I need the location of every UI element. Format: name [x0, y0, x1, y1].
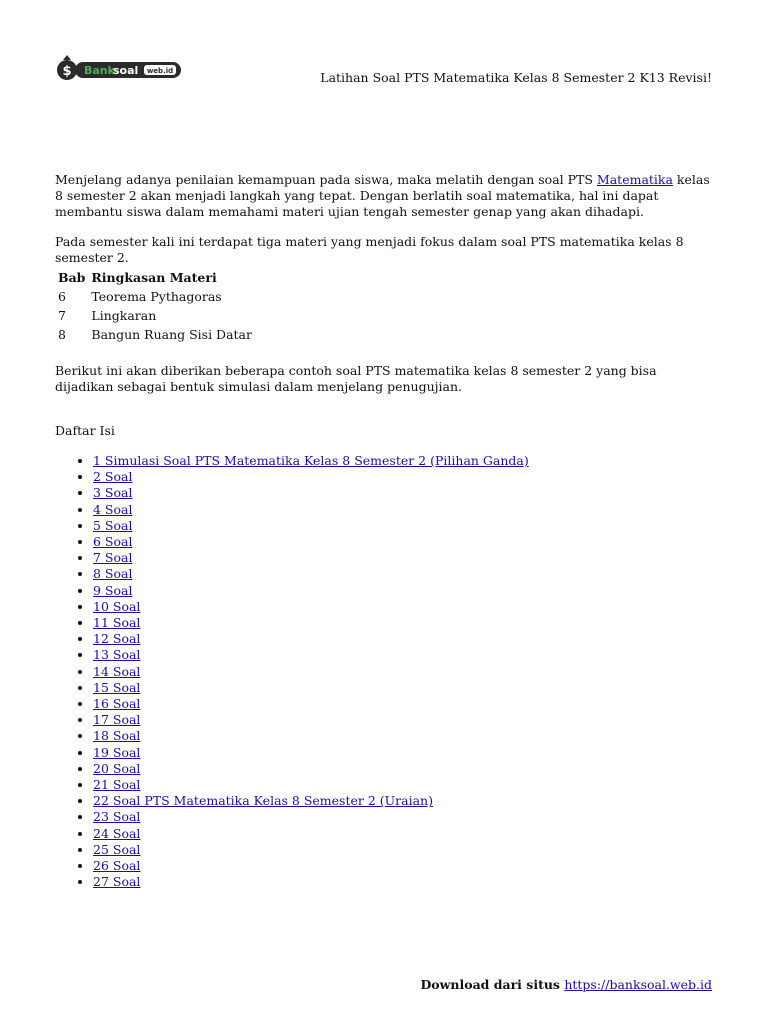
toc-link[interactable]: 27 Soal: [93, 874, 141, 890]
toc-link[interactable]: 20 Soal: [93, 760, 141, 776]
materi-cell: Lingkaran: [91, 308, 157, 323]
toc-link[interactable]: 1 Simulasi Soal PTS Matematika Kelas 8 Semester 2 (Pilihan Ganda): [93, 453, 529, 468]
toc-link[interactable]: 6 Soal: [93, 534, 133, 550]
toc-item: [93, 745, 715, 761]
toc-item: [93, 599, 715, 615]
materi-cell: Bangun Ruang Sisi Datar: [91, 327, 252, 342]
toc-link[interactable]: 5 Soal: [93, 517, 133, 533]
toc-item: [93, 502, 715, 518]
document-header-title: Latihan Soal PTS Matematika Kelas 8 Semester 2 K13 Revisi!: [320, 70, 712, 85]
header-bab: Bab: [58, 270, 86, 285]
toc-item: [93, 680, 715, 696]
banksoal-logo[interactable]: [55, 52, 183, 82]
toc-item: [93, 696, 715, 712]
toc-link[interactable]: 19 Soal: [93, 744, 141, 760]
toc-item: [93, 631, 715, 647]
toc-link[interactable]: 9 Soal: [93, 582, 133, 598]
toc-link[interactable]: 4 Soal: [93, 501, 133, 517]
toc-link[interactable]: 15 Soal: [93, 679, 141, 695]
bab-cell: 8: [58, 327, 66, 342]
toc-link[interactable]: 24 Soal: [93, 825, 141, 841]
article-content: [55, 172, 715, 890]
footer-site-link[interactable]: https://banksoal.web.id: [564, 977, 712, 992]
closing-paragraph: Berikut ini akan diberikan beberapa contoh soal PTS matematika kelas 8 semester 2 yang bisa dijadikan sebagai bentuk simulasi dalam menjelang penugujian.: [55, 363, 657, 394]
intro-paragraph: [55, 172, 715, 220]
toc-link[interactable]: 2 Soal: [93, 469, 133, 485]
toc-item: [93, 566, 715, 582]
intro-text-after: kelas 8 semester 2 akan menjadi langkah yang tepat. Dengan berlatih soal matematika, hal ini dapat membantu siswa dalam memahami materi ujian tengah semester genap yang akan dihadapi.: [55, 172, 710, 219]
toc-item: [93, 583, 715, 599]
toc-item: [93, 809, 715, 825]
toc-item: [93, 712, 715, 728]
toc-link[interactable]: 7 Soal: [93, 550, 133, 566]
toc-link[interactable]: 22 Soal PTS Matematika Kelas 8 Semester 2 (Uraian): [93, 793, 433, 809]
toc-link[interactable]: 13 Soal: [93, 647, 141, 663]
toc-link[interactable]: 26 Soal: [93, 858, 141, 874]
toc-item: [93, 453, 715, 469]
toc-link[interactable]: 3 Soal: [93, 485, 133, 501]
toc-title: Daftar Isi: [55, 423, 115, 438]
toc-item: [93, 826, 715, 842]
toc-link[interactable]: 14 Soal: [93, 663, 141, 679]
toc-link[interactable]: 11 Soal: [93, 615, 141, 631]
toc-item: [93, 485, 715, 501]
toc-link[interactable]: 21 Soal: [93, 777, 141, 793]
money-bag-icon: [57, 55, 77, 80]
toc-item: [93, 858, 715, 874]
table-row: [55, 288, 255, 307]
logo-icon-letter: $: [62, 64, 72, 79]
table-row: [55, 307, 255, 326]
toc-item: [93, 761, 715, 777]
toc-item: [93, 793, 715, 809]
toc-link[interactable]: 12 Soal: [93, 631, 141, 647]
toc-link[interactable]: 18 Soal: [93, 728, 141, 744]
footer-label: Download dari situs: [420, 977, 565, 992]
toc-item: [93, 664, 715, 680]
toc-link[interactable]: 23 Soal: [93, 809, 141, 825]
toc-link[interactable]: 8 Soal: [93, 566, 133, 582]
bab-cell: 6: [58, 289, 66, 304]
toc-link[interactable]: 25 Soal: [93, 841, 141, 857]
table-of-contents: [55, 453, 715, 890]
download-footer: [420, 977, 712, 993]
toc-item: [93, 728, 715, 744]
toc-link[interactable]: 16 Soal: [93, 696, 141, 712]
table-header-row: [55, 266, 255, 288]
logo-tag: web.id: [146, 67, 174, 75]
toc-link[interactable]: 17 Soal: [93, 712, 141, 728]
materi-cell: Teorema Pythagoras: [91, 289, 222, 304]
intro-text-before: Menjelang adanya penilaian kemampuan pada siswa, maka melatih dengan soal PTS: [55, 172, 597, 187]
toc-link[interactable]: 10 Soal: [93, 598, 141, 614]
toc-item: [93, 615, 715, 631]
toc-item: [93, 534, 715, 550]
toc-item: [93, 550, 715, 566]
toc-item: [93, 469, 715, 485]
matematika-link[interactable]: Matematika: [596, 172, 673, 187]
table-row: [55, 326, 255, 345]
header-ringkasan-materi: Ringkasan Materi: [91, 270, 217, 285]
toc-item: [93, 647, 715, 663]
toc-item: [93, 874, 715, 890]
toc-item: [93, 518, 715, 534]
toc-item: [93, 842, 715, 858]
focus-paragraph: Pada semester kali ini terdapat tiga materi yang menjadi fokus dalam soal PTS matematika kelas 8 semester 2.: [55, 234, 684, 265]
logo-brand-part1: Bank: [84, 64, 115, 77]
logo-brand-part2: soal: [113, 64, 139, 77]
materi-table: [55, 266, 255, 345]
toc-item: [93, 777, 715, 793]
bab-cell: 7: [58, 308, 66, 323]
